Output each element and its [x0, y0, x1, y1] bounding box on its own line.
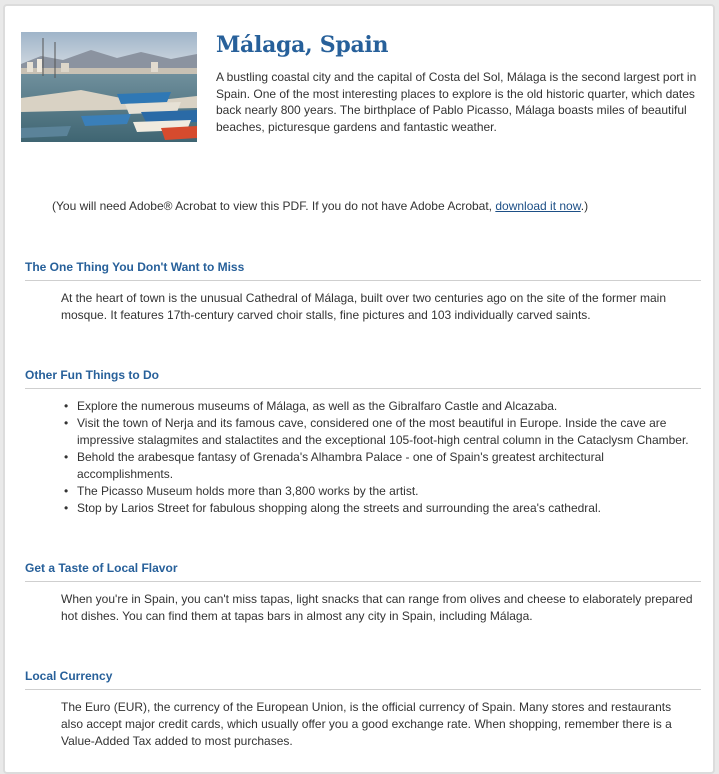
- list-item: • Behold the arabesque fantasy of Grenada's Alhambra Palace - one of Spain's greatest architectural accomplishments.: [61, 449, 695, 483]
- section-heading-one-thing: The One Thing You Don't Want to Miss: [25, 260, 701, 281]
- section-heading-currency: Local Currency: [25, 669, 701, 690]
- pdf-note-text: (You will need Adobe® Acrobat to view this PDF. If you do not have Adobe Acrobat,: [52, 199, 496, 213]
- fun-things-list: [61, 398, 695, 517]
- pdf-note: [52, 199, 588, 213]
- destination-card: [3, 4, 715, 774]
- section-heading-fun-things: Other Fun Things to Do: [25, 368, 701, 389]
- intro-paragraph: A bustling coastal city and the capital of Costa del Sol, Málaga is the second largest port in Spain. One of the most interesting places to explore is the old historic quarter, which dates back nearly 800 years. The birthplace of Pablo Picasso, Málaga boasts miles of beautiful beaches, picturesque gardens and fantastic weather.: [216, 70, 697, 134]
- page-title: Málaga, Spain: [216, 32, 389, 58]
- list-item: • Explore the numerous museums of Málaga, as well as the Gibralfaro Castle and Alcazaba.: [61, 398, 695, 415]
- section-body-local-flavor: When you're in Spain, you can't miss tapas, light snacks that can range from olives and cheese to elaborately prepared hot dishes. You can find them at tapas bars in almost any city in Spain, including Málaga.: [61, 592, 693, 623]
- list-item: • The Picasso Museum holds more than 3,800 works by the artist.: [61, 483, 695, 500]
- section-body-one-thing: At the heart of town is the unusual Cathedral of Málaga, built over two centuries ago on the site of the former main mosque. It features 17th-century carved choir stalls, fine pictures and 103 individually carved saints.: [61, 291, 667, 322]
- pdf-note-end: .): [580, 199, 589, 213]
- harbor-photo: [21, 32, 197, 142]
- section-heading-local-flavor: Get a Taste of Local Flavor: [25, 561, 701, 582]
- list-item: • Visit the town of Nerja and its famous cave, considered one of the most beautiful in Europe. Inside the cave are impressive stalagmites and stalactites and the exceptional 105-foot-high central column in the Cataclysm Chamber.: [61, 415, 695, 449]
- download-acrobat-link[interactable]: download it now: [495, 199, 581, 213]
- section-body-currency: The Euro (EUR), the currency of the European Union, is the official currency of Spain. Many stores and restaurants also accept major credit cards, which usually offer you a good exchange rate. When shopping, remember there is a Value-Added Tax added to most purchases.: [61, 700, 672, 748]
- list-item: • Stop by Larios Street for fabulous shopping along the streets and surrounding the area's cathedral.: [61, 500, 695, 517]
